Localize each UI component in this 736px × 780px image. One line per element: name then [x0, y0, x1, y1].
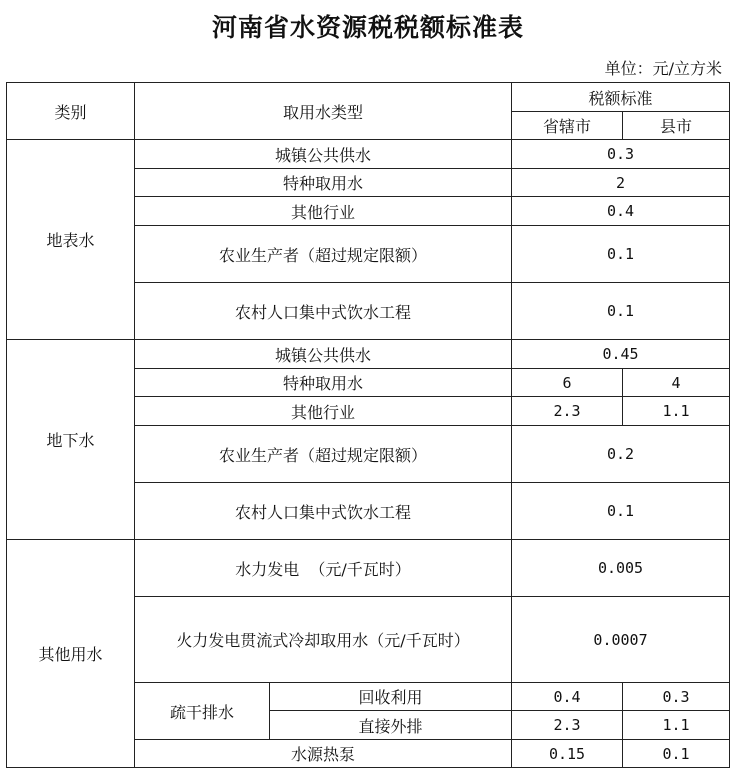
water-type-cell: 其他行业 — [135, 397, 512, 426]
page-title: 河南省水资源税税额标准表 — [211, 13, 524, 42]
rate-cell: 0.45 — [512, 340, 730, 369]
rate-cell-county: 4 — [623, 369, 730, 397]
rate-cell: 0.005 — [512, 540, 730, 597]
water-type-cell: 农业生产者（超过规定限额） — [135, 226, 512, 283]
rate-cell: 0.1 — [512, 483, 730, 540]
rate-cell-county: 1.1 — [623, 397, 730, 426]
water-type-cell: 回收利用 — [270, 683, 512, 711]
rate-cell-city: 6 — [512, 369, 623, 397]
header-county-city: 县市 — [623, 112, 730, 140]
rate-cell-county: 0.3 — [623, 683, 730, 711]
water-type-cell: 直接外排 — [270, 711, 512, 740]
header-category: 类别 — [7, 83, 135, 140]
rate-cell: 0.2 — [512, 426, 730, 483]
water-type-cell: 火力发电贯流式冷却取用水（元/千瓦时） — [135, 597, 512, 683]
header-provincial-city: 省辖市 — [512, 112, 623, 140]
water-type-cell: 水源热泵 — [135, 740, 512, 768]
tax-rate-table — [6, 82, 730, 768]
rate-cell: 0.3 — [512, 140, 730, 169]
water-type-cell: 其他行业 — [135, 197, 512, 226]
water-type-cell: 特种取用水 — [135, 169, 512, 197]
rate-cell-city: 0.15 — [512, 740, 623, 768]
rate-cell: 0.1 — [512, 226, 730, 283]
rate-cell: 0.1 — [512, 283, 730, 340]
category-surface-water: 地表水 — [7, 140, 135, 340]
rate-cell-city: 2.3 — [512, 711, 623, 740]
rate-cell-county: 0.1 — [623, 740, 730, 768]
water-type-cell: 农村人口集中式饮水工程 — [135, 283, 512, 340]
rate-cell: 0.0007 — [512, 597, 730, 683]
water-type-cell: 城镇公共供水 — [135, 340, 512, 369]
water-type-cell: 农业生产者（超过规定限额） — [135, 426, 512, 483]
rate-cell-city: 0.4 — [512, 683, 623, 711]
category-other-water: 其他用水 — [7, 540, 135, 768]
unit-label: 单位：元/立方米 — [604, 59, 722, 78]
drainage-label: 疏干排水 — [135, 683, 270, 740]
rate-cell-city: 2.3 — [512, 397, 623, 426]
water-type-cell: 农村人口集中式饮水工程 — [135, 483, 512, 540]
water-type-cell: 水力发电 （元/千瓦时） — [135, 540, 512, 597]
rate-cell-county: 1.1 — [623, 711, 730, 740]
rate-cell: 0.4 — [512, 197, 730, 226]
category-ground-water: 地下水 — [7, 340, 135, 540]
header-rate-standard: 税额标准 — [512, 83, 730, 112]
water-type-cell: 城镇公共供水 — [135, 140, 512, 169]
water-type-cell: 特种取用水 — [135, 369, 512, 397]
rate-cell: 2 — [512, 169, 730, 197]
header-water-type: 取用水类型 — [135, 83, 512, 140]
